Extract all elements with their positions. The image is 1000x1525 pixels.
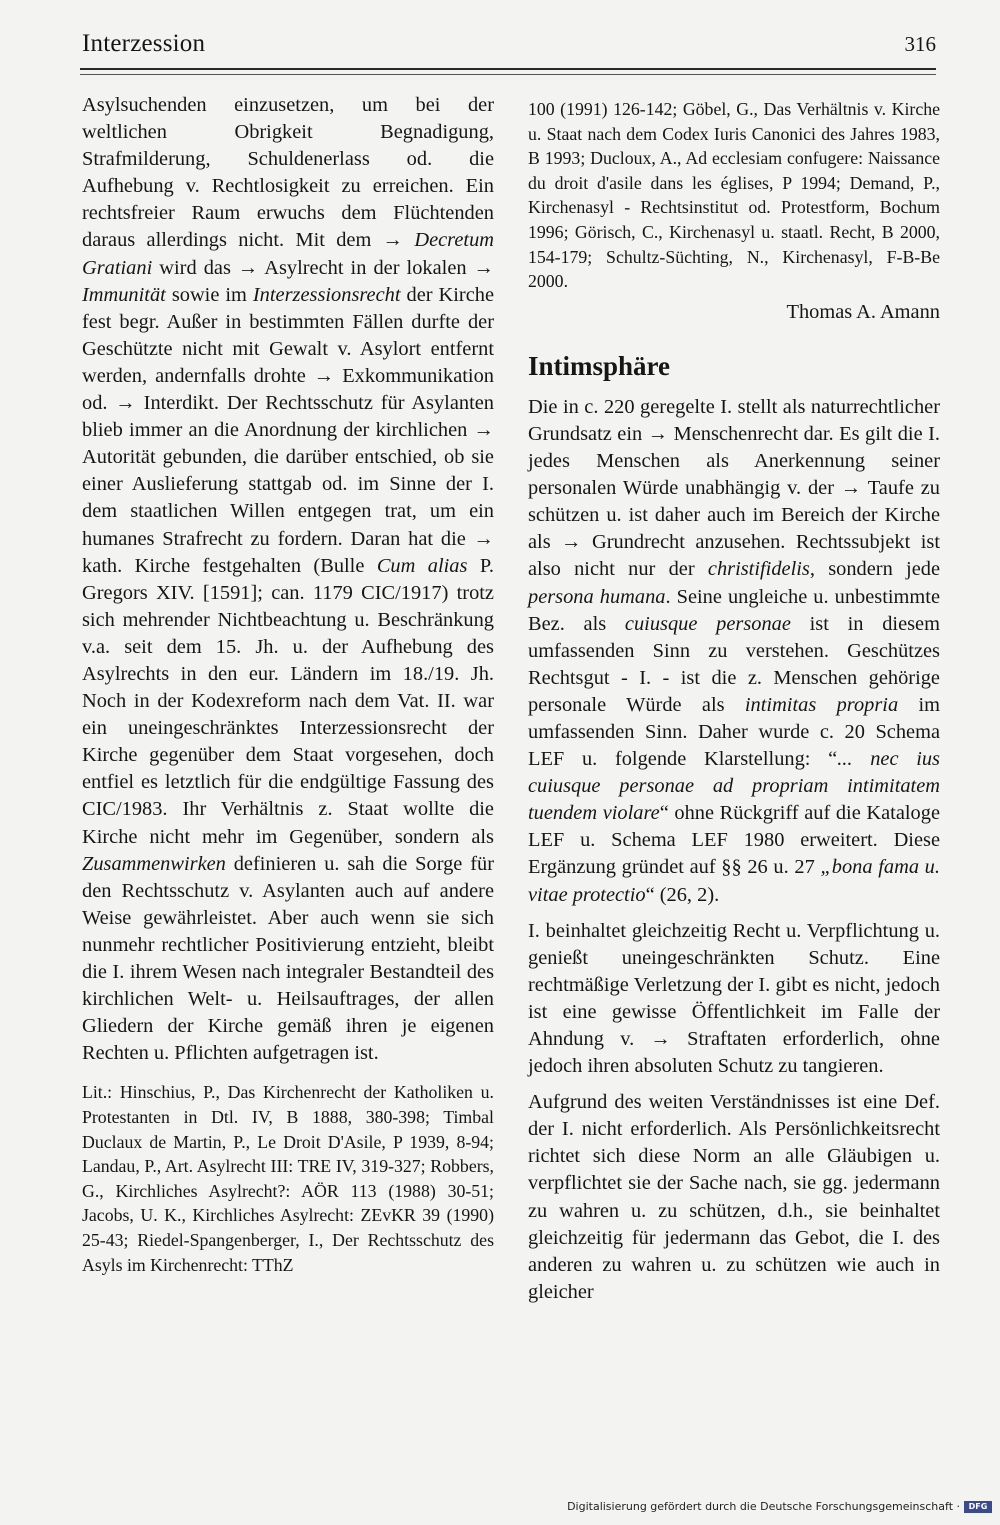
literature-list: Lit.: Hinschius, P., Das Kirchenrecht der Katholiken u. Protestanten in Dtl. IV, B 1888, 380-398; Timbal Duclaux de Martin, P., Le Droit D'Asile, P 1939, 8-94; Landau, P., Art. Asylrecht III: TRE IV, 319-327; Robbers, G., Kirchliches Asylrecht?: AÖR 113 (1988) 30-51; Jacobs, U. K., Kirchliches Asylrecht: ZEvKR 39 (1990) 25-43; Riedel-Spangenberger, I., Der Rechtsschutz des Asyls im Kirchenrecht: TThZ	[82, 1082, 494, 1275]
dfg-logo-icon: DFG	[964, 1501, 992, 1513]
paragraph-3: Aufgrund des weiten Verständnisses ist eine Def. der I. nicht erforderlich. Als Persönlichkeitsrecht richtet sich diese Norm an alle Gläubigen u. verpflichtet sie der Sache nach, sie gg. jedermann zu wahren u. zu schützen, d.h., sie beinhaltet gleichzeitig für jedermann das Gebot, die I. des anderen zu wahren u. zu schützen wie auch in gleicher	[528, 1091, 940, 1303]
literature-list-continued: 100 (1991) 126-142; Göbel, G., Das Verhältnis v. Kirche u. Staat nach dem Codex Iuris Canonici des Jahres 1983, B 1993; Ducloux, A., Ad ecclesiam confugere: Naissance du droit d'asile dans les églises, P 1994; Demand, P., Kirchenasyl - Rechtsinstitut od. Protestform, Bochum 1996; Görisch, C., Kirchenasyl u. staatl. Recht, B 2000, 154-179; Schultz-Süchting, N., Kirchenasyl, F-B-Be 2000.	[528, 99, 940, 292]
left-body-text: Asylsuchenden einzusetzen, um bei der weltlichen Obrigkeit Begnadigung, Strafmilderung, Schuldenerlass od. die Aufhebung v. Rechtlosigkeit zu erreichen. Ein rechtsfreier Raum erwuchs dem Flüchtenden daraus allerdings nicht. Mit dem → Decretum Gratiani wird das → Asylrecht in der lokalen → Immunität sowie im Interzessionsrecht der Kirche fest begr. Außer in bestimmten Fällen durfte der Geschützte nicht mit Gewalt v. Asylort entfernt werden, andernfalls drohte → Exkommunikation od. → Interdikt. Der Rechtsschutz für Asylanten blieb immer an die Anordnung der kirchlichen → Autorität gebunden, die darüber entschied, ob sie einer Auslieferung stattgab od. im Sinne der I. dem staatlichen Willen entgegen trat, um ein humanes Strafrecht zu fordern. Daran hat die → kath. Kirche festgehalten (Bulle Cum alias P. Gregors XIV. [1591]; can. 1179 CIC/1917) trotz sich mehrender Nichtbeachtung u. Beschränkung v.a. seit dem 15. Jh. u. der Aufhebung des Asylrechts in den eur. Ländern im 18./19. Jh. Noch in der Kodexreform nach dem Vat. II. war ein uneingeschränktes Interzessionsrecht der Kirche gegenüber dem Staat vorgesehen, doch entfiel es letztlich für die endgültige Fassung des CIC/1983. Ihr Verhältnis z. Staat wollte die Kirche nicht mehr im Gegenüber, sondern als Zusammenwirken definieren u. sah die Sorge für den Rechtsschutz v. Asylanten auch auf andere Weise gewährleistet. Aber auch wenn sie sich nunmehr rechtlicher Positivierung entzieht, bleibt die I. ihrem Wesen nach integraler Bestandteil des kirchlichen Welt- u. Heilsauftrages, der allen Gliedern der Kirche gemäß ihren je eigenen Rechten u. Pflichten aufgetragen ist.	[82, 94, 494, 1065]
running-header: Interzession	[82, 30, 206, 57]
author-signature: Thomas A. Amann	[786, 300, 940, 323]
page-number: 316	[904, 32, 936, 56]
header-rule	[80, 68, 936, 70]
header-rule-thin	[80, 74, 936, 75]
footer-text: Digitalisierung gefördert durch die Deutsche Forschungsgemeinschaft ·	[567, 1500, 960, 1513]
paragraph-2: I. beinhaltet gleichzeitig Recht u. Verpflichtung u. genießt uneingeschränkten Schutz. Eine rechtmäßige Verletzung der I. gibt es nicht, jedoch ist eine gewisse Öffentlichkeit im Falle der Ahndung v. → Straftaten erforderlich, ohne jedoch ihren absoluten Schutz zu tangieren.	[528, 919, 940, 1078]
paragraph-1: Die in c. 220 geregelte I. stellt als naturrechtlicher Grundsatz ein → Menschenrecht dar. Es gilt die I. jedes Menschen als Anerkennung seiner personalen Würde unabhängig v. der → Taufe zu schützen u. ist daher auch im Bereich der Kirche als → Grundrecht anzusehen. Rechtssubjekt ist also nicht nur der christifidelis, sondern jede persona humana. Seine ungleiche u. unbestimmte Bez. als cuiusque personae ist in diesem umfassenden Sinn zu verstehen. Geschützes Rechtsgut - I. - ist die z. Menschen gehörige personale Würde als intimitas propria im umfassenden Sinn. Daher wurde c. 20 Schema LEF u. folgende Klarstellung: “... nec ius cuiusque personae ad propriam intimitatem tuendem violare“ ohne Rückgriff auf die Kataloge LEF u. Schema LEF 1980 erweitert. Diese Ergänzung gründet auf §§ 26 u. 27 „bona fama u. vitae protectio“ (26, 2).	[528, 395, 940, 906]
right-column	[528, 97, 940, 1306]
digitization-footer	[567, 1500, 992, 1513]
left-column	[82, 92, 494, 1277]
entry-heading: Intimsphäre	[528, 350, 671, 381]
